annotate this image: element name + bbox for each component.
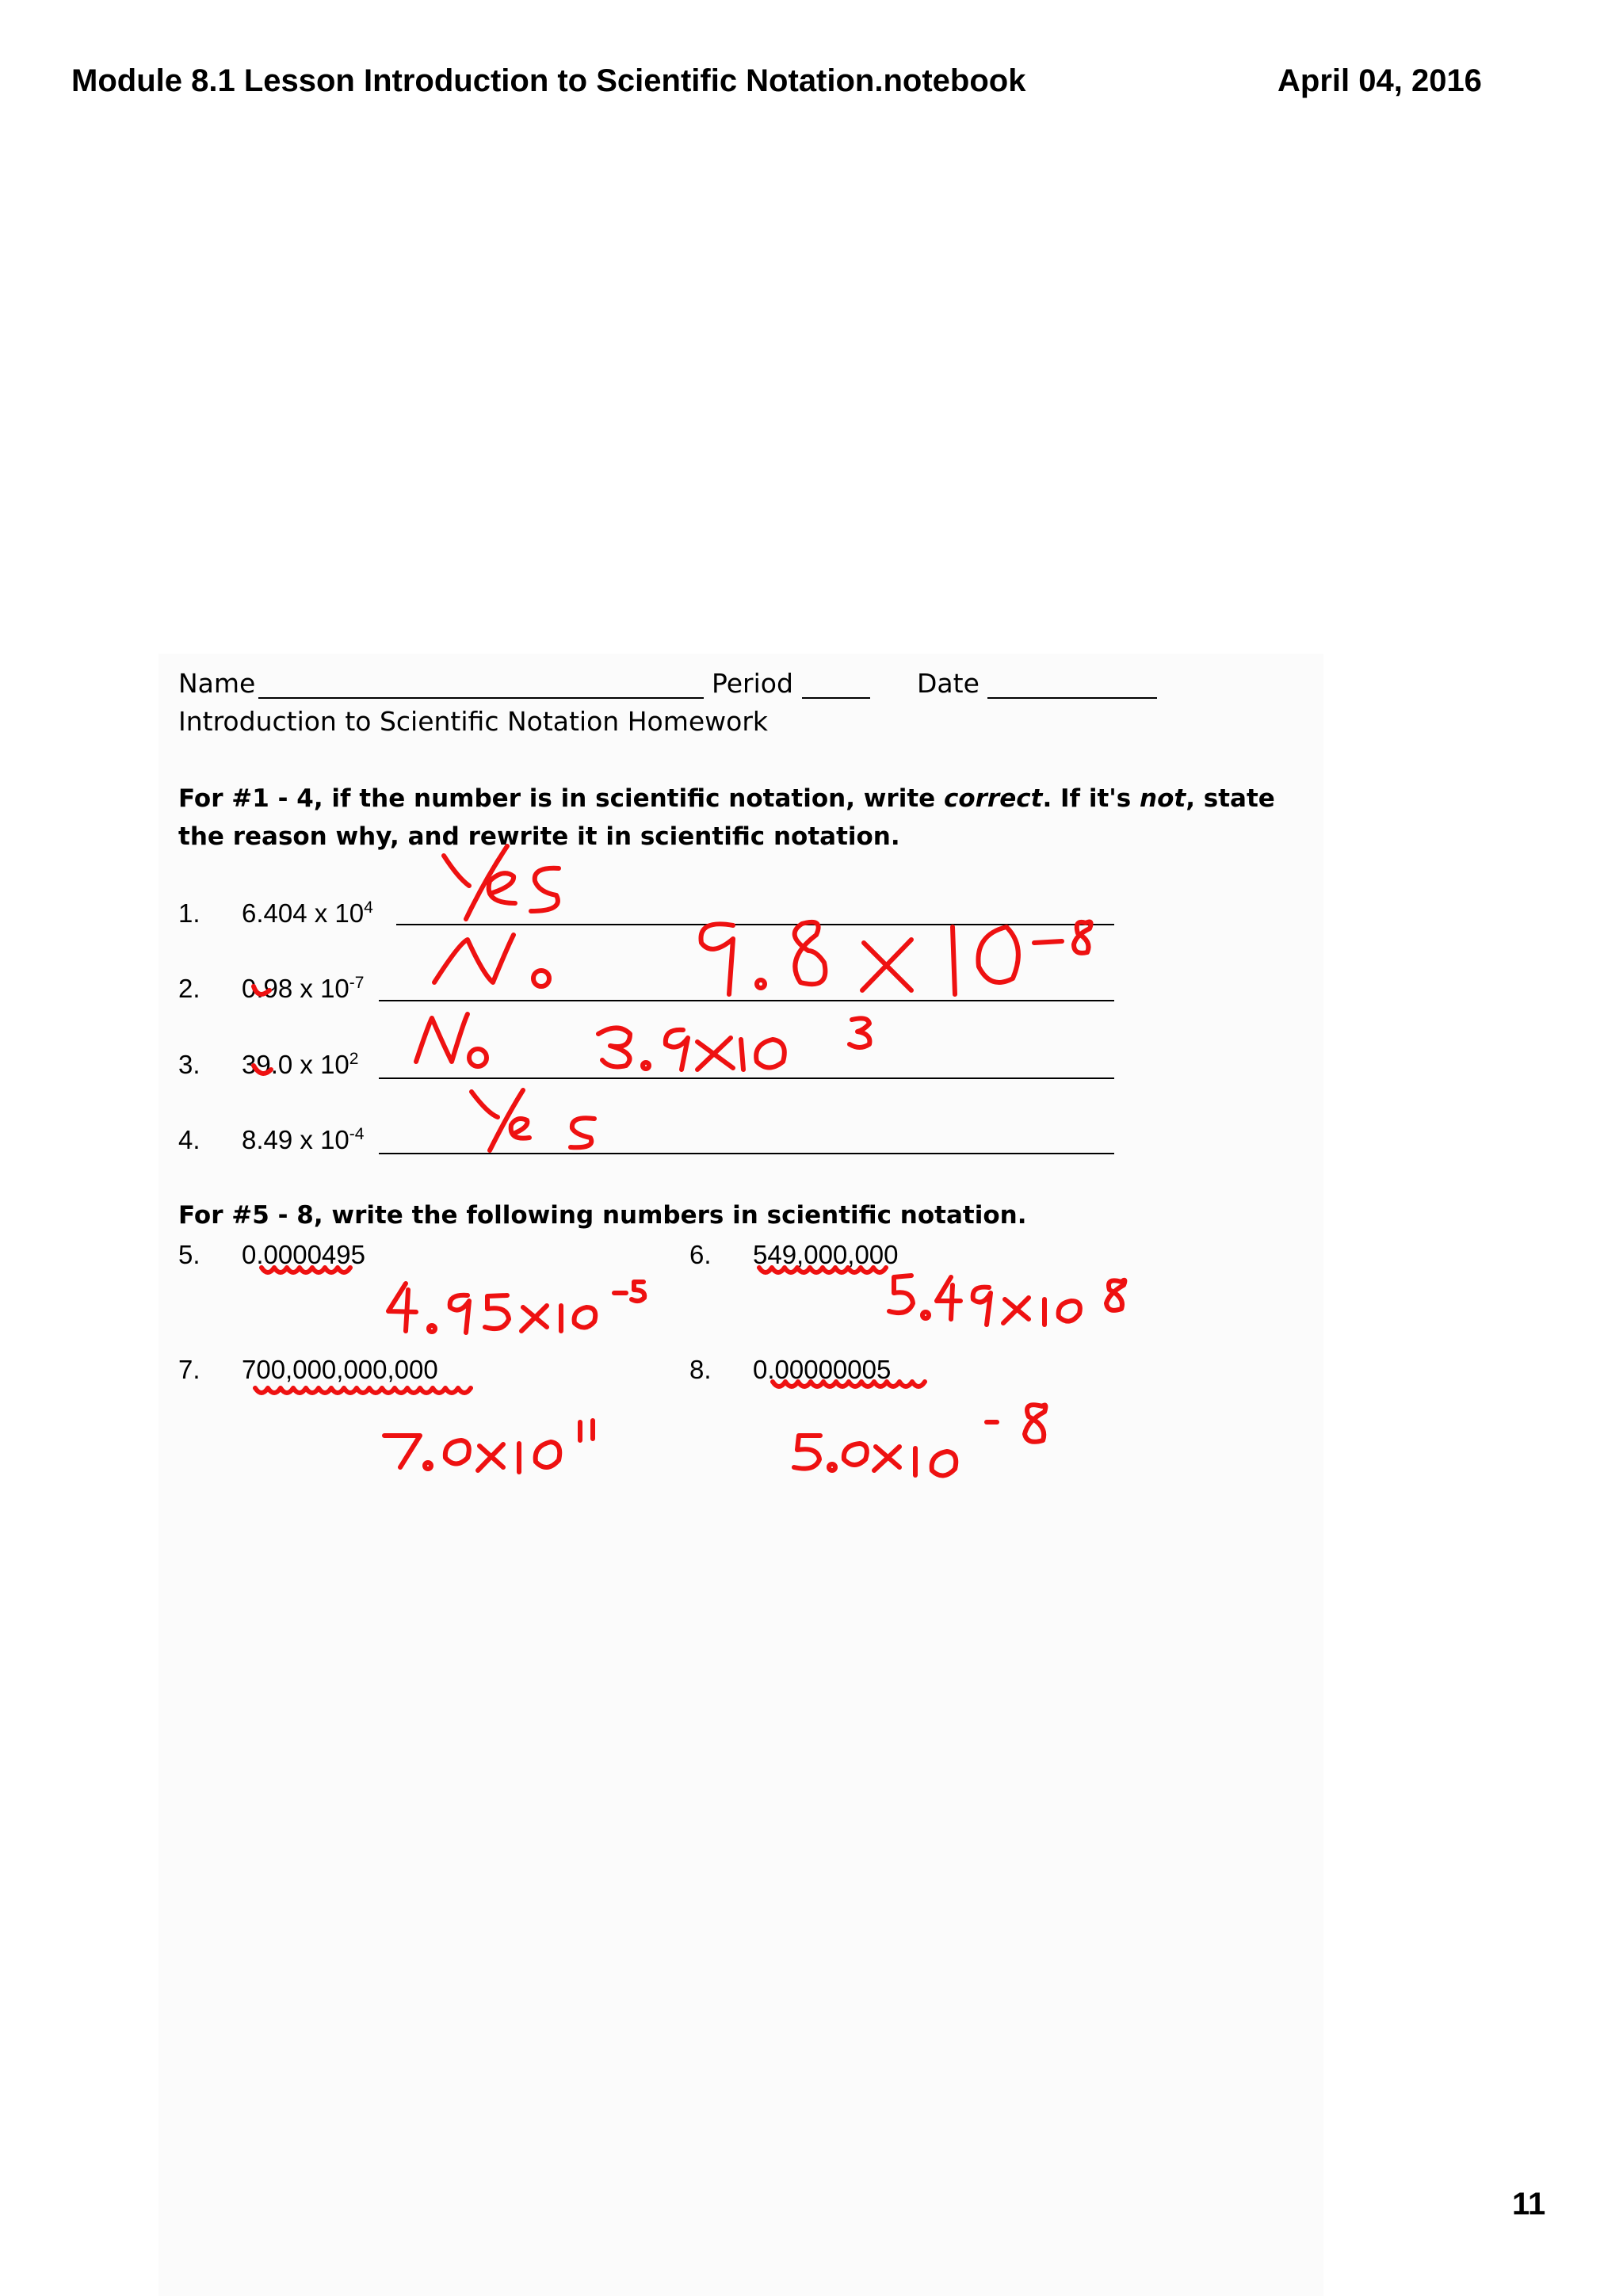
- item-number: 2.: [178, 974, 200, 1003]
- worksheet-subtitle: Introduction to Scientific Notation Homework: [178, 706, 768, 737]
- correction-mark: [254, 986, 269, 994]
- item-value: 0.00000005: [753, 1355, 892, 1384]
- correction-mark: [262, 1268, 350, 1272]
- correction-mark: [773, 1382, 925, 1386]
- document-date: April 04, 2016: [1277, 63, 1482, 98]
- item-expression: 8.49 x $10^{-4}$: [242, 1125, 365, 1154]
- section1-instruction-line1: For #1 - 4, if the number is in scientific notation, write correct. If it's not, state: [178, 784, 1275, 813]
- item-expression: 6.404 x $10^4$: [242, 898, 373, 928]
- handwritten-answer-3: [416, 1014, 869, 1070]
- item-number: 5.: [178, 1240, 200, 1269]
- handwritten-answer-7: [384, 1421, 593, 1472]
- item-value: 549,000,000: [753, 1240, 899, 1269]
- name-label: Name: [178, 668, 256, 699]
- correction-mark: [759, 1268, 886, 1272]
- period-label: Period: [712, 668, 793, 699]
- handwritten-answer-2: [434, 922, 1091, 994]
- item-value: 0.0000495: [242, 1240, 365, 1269]
- section1-instruction-line2: the reason why, and rewrite it in scientific notation.: [178, 822, 900, 851]
- document-title: Module 8.1 Lesson Introduction to Scientific Notation.notebook: [71, 63, 1026, 98]
- date-label: Date: [917, 668, 980, 699]
- page-number: 11: [1512, 2187, 1546, 2222]
- item-number: 6.: [689, 1240, 712, 1269]
- correction-mark: [255, 1388, 471, 1393]
- item-value: 700,000,000,000: [242, 1355, 438, 1384]
- item-expression: 0.98 x $10^{-7}$: [242, 974, 365, 1003]
- handwritten-answer-4: [472, 1090, 594, 1150]
- item-expression: 39.0 x $10^2$: [242, 1050, 359, 1079]
- handwritten-answer-6: [889, 1276, 1125, 1325]
- handwritten-answer-8: [794, 1405, 1045, 1475]
- item-number: 3.: [178, 1050, 200, 1079]
- item-number: 8.: [689, 1355, 712, 1384]
- item-number: 7.: [178, 1355, 200, 1384]
- handwritten-answer-5: [388, 1282, 644, 1333]
- section2-instruction: For #5 - 8, write the following numbers in scientific notation.: [178, 1201, 1027, 1230]
- correction-mark: [254, 1066, 271, 1074]
- handwritten-answer-1: [444, 846, 559, 919]
- item-number: 4.: [178, 1125, 200, 1154]
- item-number: 1.: [178, 898, 200, 928]
